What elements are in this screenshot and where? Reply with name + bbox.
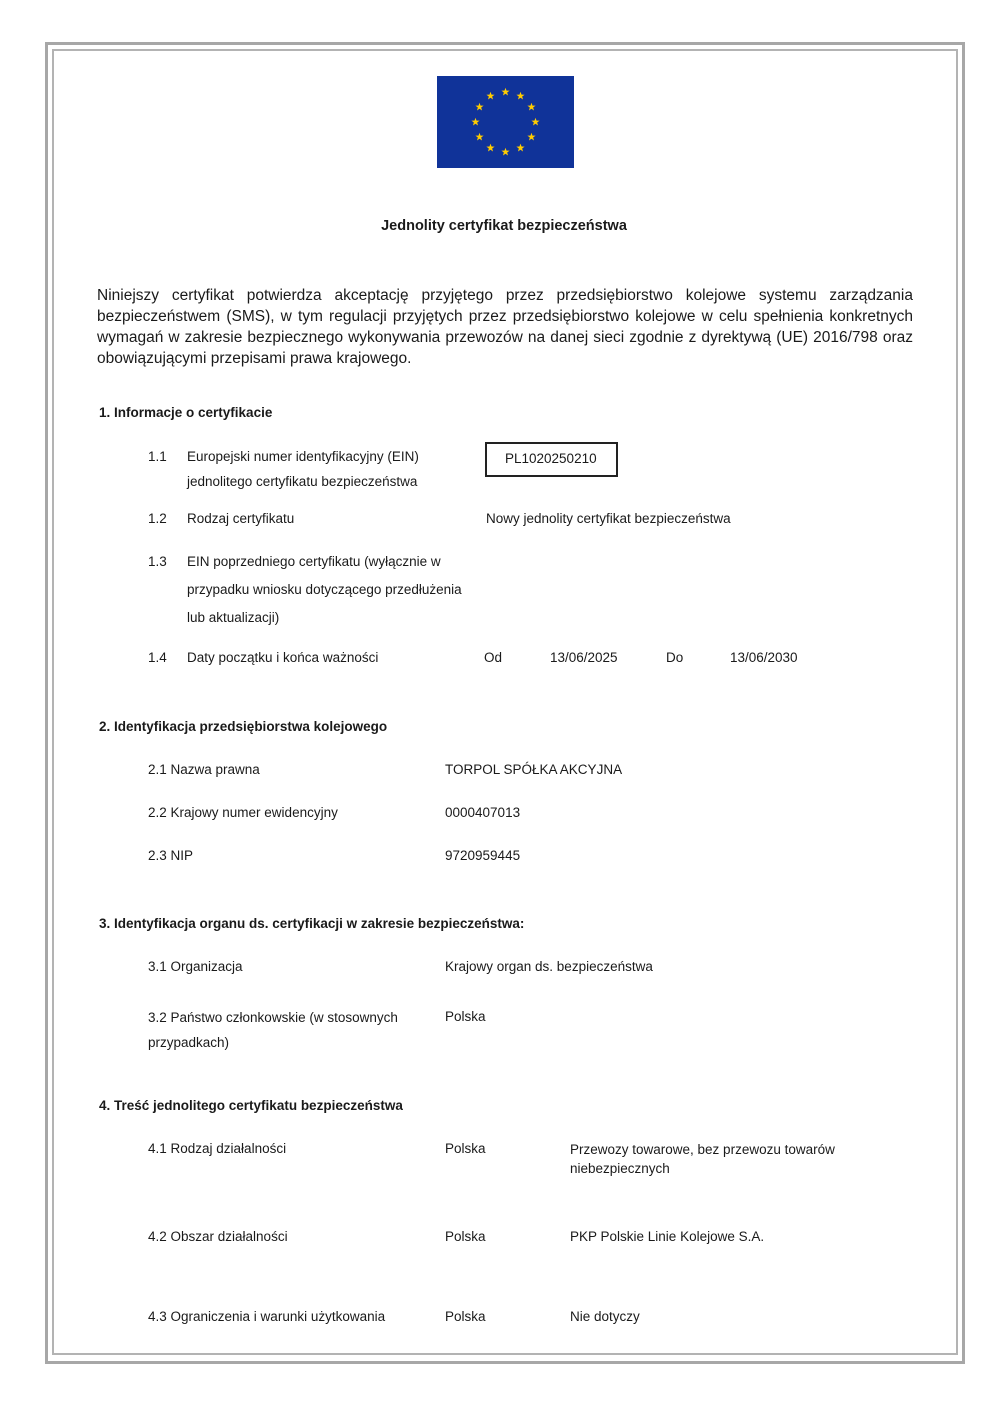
valid-to-date: 13/06/2030: [730, 650, 798, 665]
row-1-2-label: Rodzaj certyfikatu: [187, 511, 295, 526]
valid-from-date: 13/06/2025: [550, 650, 618, 665]
valid-to-label: Do: [666, 650, 684, 665]
row-2-1-value: TORPOL SPÓŁKA AKCYJNA: [445, 762, 623, 777]
document-title: Jednolity certyfikat bezpieczeństwa: [381, 218, 627, 234]
row-4-2-label: 4.2 Obszar działalności: [148, 1229, 288, 1244]
row-1-4-label: Daty początku i końca ważności: [187, 650, 379, 665]
row-4-3-value: Nie dotyczy: [570, 1309, 640, 1324]
row-2-3-label: 2.3 NIP: [148, 848, 194, 863]
eu-flag-icon: [437, 76, 574, 168]
row-1-4-number: 1.4: [148, 650, 167, 665]
section-3-heading: 3. Identyfikacja organu ds. certyfikacji w zakresie bezpieczeństwa:: [99, 916, 525, 931]
row-3-1-value: Krajowy organ ds. bezpieczeństwa: [445, 959, 653, 974]
row-2-1-label: 2.1 Nazwa prawna: [148, 762, 260, 777]
row-4-1-label: 4.1 Rodzaj działalności: [148, 1141, 287, 1156]
row-1-1-label: Europejski numer identyfikacyjny (EIN) jednolitego certyfikatu bezpieczeństwa: [187, 449, 419, 489]
valid-from-label: Od: [484, 650, 503, 665]
row-3-2-label: 3.2 Państwo członkowskie (w stosownych przypadkach): [148, 1010, 398, 1050]
row-4-2-country: Polska: [445, 1229, 486, 1244]
row-1-3-label: EIN poprzedniego certyfikatu (wyłącznie w przypadku wniosku dotyczącego przedłużenia lub aktualizacji): [187, 554, 462, 625]
row-2-3-value: 9720959445: [445, 848, 521, 863]
row-2-2-value: 0000407013: [445, 805, 521, 820]
row-1-2-value: Nowy jednolity certyfikat bezpieczeństwa: [486, 511, 731, 526]
row-4-1-country: Polska: [445, 1141, 486, 1156]
row-2-2-label: 2.2 Krajowy numer ewidencyjny: [148, 805, 338, 820]
row-3-1-label: 3.1 Organizacja: [148, 959, 243, 974]
section-4-heading: 4. Treść jednolitego certyfikatu bezpieczeństwa: [99, 1098, 403, 1113]
row-4-3-country: Polska: [445, 1309, 486, 1324]
row-3-2-value: Polska: [445, 1009, 486, 1024]
intro-paragraph: Niniejszy certyfikat potwierdza akceptację przyjętego przez przedsiębiorstwo kolejowe systemu zarządzania bezpieczeństwem (SMS), w tym regulacji przyjętych przez przedsiębiorstwo kolejowe w celu spełnienia konkretnych wymagań w zakresie bezpiecznego wykonywania przewozów na danej sieci zgodnie z dyrektywą (UE) 2016/798 oraz obowiązującymi przepisami prawa krajowego.: [97, 287, 913, 367]
ein-value: PL1020250210: [505, 451, 597, 466]
row-1-3-number: 1.3: [148, 554, 167, 569]
row-4-1-value: Przewozy towarowe, bez przewozu towarów niebezpiecznych: [570, 1142, 835, 1176]
section-1-heading: 1. Informacje o certyfikacie: [99, 405, 273, 420]
row-1-1-number: 1.1: [148, 449, 167, 464]
section-2-heading: 2. Identyfikacja przedsiębiorstwa kolejowego: [99, 719, 388, 734]
row-4-3-label: 4.3 Ograniczenia i warunki użytkowania: [148, 1309, 386, 1324]
ein-box: [485, 442, 618, 477]
row-4-2-value: PKP Polskie Linie Kolejowe S.A.: [570, 1229, 765, 1244]
row-1-2-number: 1.2: [148, 511, 167, 526]
